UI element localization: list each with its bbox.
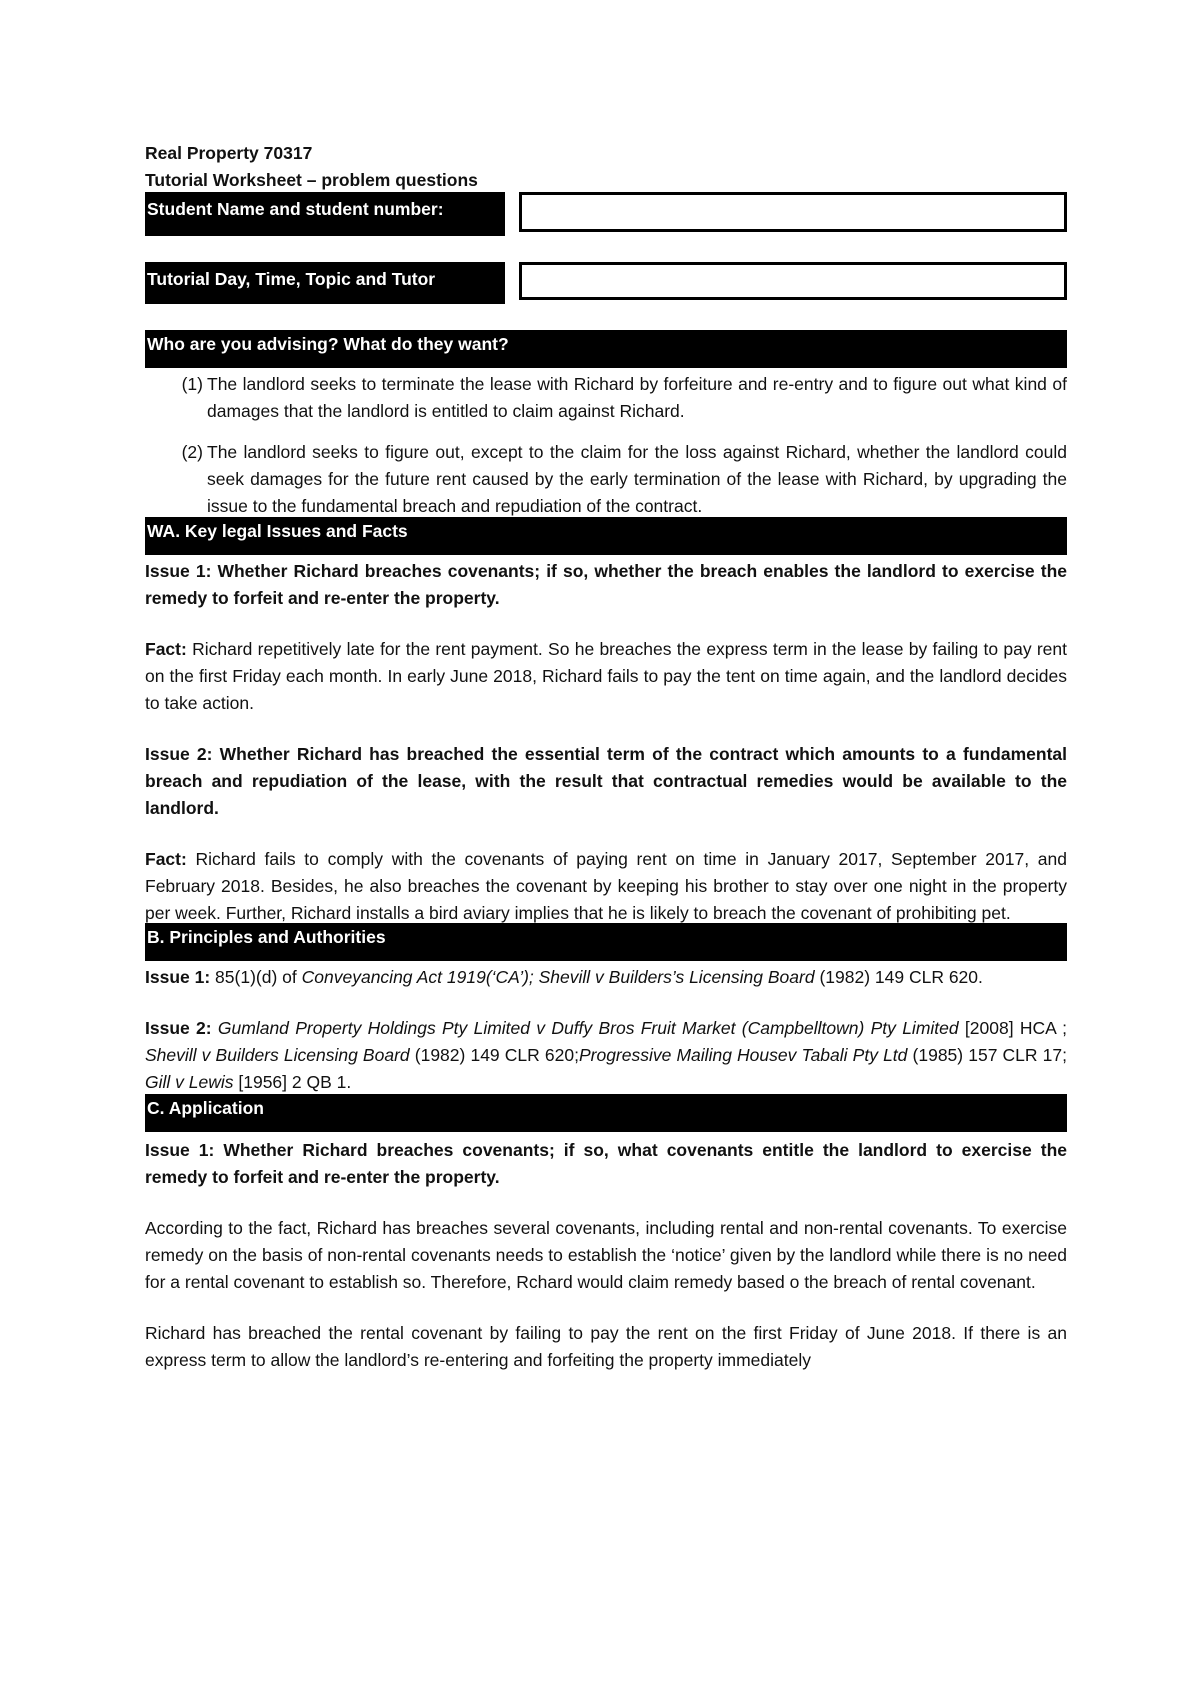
section-a-heading: WA. Key legal Issues and Facts bbox=[145, 517, 1067, 555]
student-name-field[interactable] bbox=[519, 192, 1067, 232]
section-a-issue-1: Issue 1: Whether Richard breaches covenants; if so, whether the breach enables the landlord to exercise the remedy to forfeit and re-enter the property. bbox=[145, 561, 1067, 608]
section-a-fact-2 bbox=[145, 846, 1067, 927]
course-title: Real Property 70317 bbox=[145, 143, 313, 163]
section-b-issue-1 bbox=[145, 964, 1067, 991]
authority-text: (1982) 149 CLR 620; bbox=[409, 1045, 579, 1065]
section-c-paragraph-1: According to the fact, Richard has breaches several covenants, including rental and non-rental covenants. To exercise remedy on the basis of non-rental covenants needs to establish the ‘notice’ given by the landlord while there is no need for a rental covenant to establish so. Therefore, Rchard would claim remedy based o the breach of rental covenant. bbox=[145, 1218, 1067, 1292]
student-name-label: Student Name and student number: bbox=[145, 192, 505, 236]
student-name-row bbox=[145, 192, 1067, 236]
section-b-heading: B. Principles and Authorities bbox=[145, 923, 1067, 961]
authority-text: (1985) 157 CLR 17; bbox=[907, 1045, 1067, 1065]
list-item bbox=[145, 439, 1067, 520]
list-number: (2) bbox=[181, 442, 203, 462]
authority-text: [2008] HCA ; bbox=[958, 1018, 1067, 1038]
advising-heading: Who are you advising? What do they want? bbox=[145, 330, 1067, 368]
list-text: The landlord seeks to terminate the lease with Richard by forfeiture and re-entry and to figure out what kind of damages that the landlord is entitled to claim against Richard. bbox=[207, 374, 1067, 421]
section-c-heading: C. Application bbox=[145, 1094, 1067, 1132]
authority-text: 85(1)(d) of bbox=[210, 967, 302, 987]
list-text: The landlord seeks to figure out, except to the claim for the loss against Richard, whether the landlord could seek damages for the future rent caused by the early termination of the lease with Richard, by upgrading the issue to the fundamental breach and repudiation of the contract. bbox=[207, 442, 1067, 516]
fact-text: Richard fails to comply with the covenants of paying rent on time in January 2017, September 2017, and February 2018. Besides, he also breaches the covenant by keeping his brother to stay over one night in the property per week. Further, Richard installs a bird aviary implies that he is likely to breach the covenant of prohibiting pet. bbox=[145, 849, 1067, 923]
worksheet-title: Tutorial Worksheet – problem questions bbox=[145, 170, 478, 190]
authority-text: Conveyancing Act 1919(‘CA’); Shevill v Builders’s Licensing Board bbox=[301, 967, 815, 987]
issue-label: Issue 1: bbox=[145, 967, 211, 987]
section-a-issue-2: Issue 2: Whether Richard has breached the essential term of the contract which amounts to a fundamental breach and repudiation of the lease, with the result that contractual remedies would be available to the landlord. bbox=[145, 744, 1067, 818]
tutorial-info-label: Tutorial Day, Time, Topic and Tutor bbox=[145, 262, 505, 304]
section-a-fact-1 bbox=[145, 636, 1067, 717]
list-number: (1) bbox=[181, 374, 203, 394]
authority-text: Gill v Lewis bbox=[145, 1072, 234, 1092]
issue-label: Issue 2: bbox=[145, 1018, 212, 1038]
authority-text: Shevill v Builders Licensing Board bbox=[145, 1045, 410, 1065]
tutorial-info-field[interactable] bbox=[519, 262, 1067, 300]
fact-text: Richard repetitively late for the rent payment. So he breaches the express term in the lease by failing to pay rent on the first Friday each month. In early June 2018, Richard fails to pay the tent on time again, and the landlord decides to take action. bbox=[145, 639, 1067, 713]
authority-text: (1982) 149 CLR 620. bbox=[814, 967, 983, 987]
document-page bbox=[145, 140, 1067, 1374]
fact-label: Fact: bbox=[145, 639, 187, 659]
authority-text: Progressive Mailing Housev Tabali Pty Ltd bbox=[578, 1045, 908, 1065]
fact-label: Fact: bbox=[145, 849, 187, 869]
tutorial-info-row bbox=[145, 262, 1067, 304]
section-c-issue-1: Issue 1: Whether Richard breaches covenants; if so, what covenants entitle the landlord to exercise the remedy to forfeit and re-enter the property. bbox=[145, 1140, 1067, 1187]
authority-text: Gumland Property Holdings Pty Limited v Duffy Bros Fruit Market (Campbelltown) Pty Limited bbox=[211, 1018, 959, 1038]
section-c-paragraph-2: Richard has breached the rental covenant by failing to pay the rent on the first Friday of June 2018. If there is an express term to allow the landlord’s re-entering and forfeiting the property immediately bbox=[145, 1323, 1067, 1370]
section-b-issue-2 bbox=[145, 1015, 1067, 1096]
authority-text: [1956] 2 QB 1. bbox=[233, 1072, 352, 1092]
list-item bbox=[145, 371, 1067, 425]
